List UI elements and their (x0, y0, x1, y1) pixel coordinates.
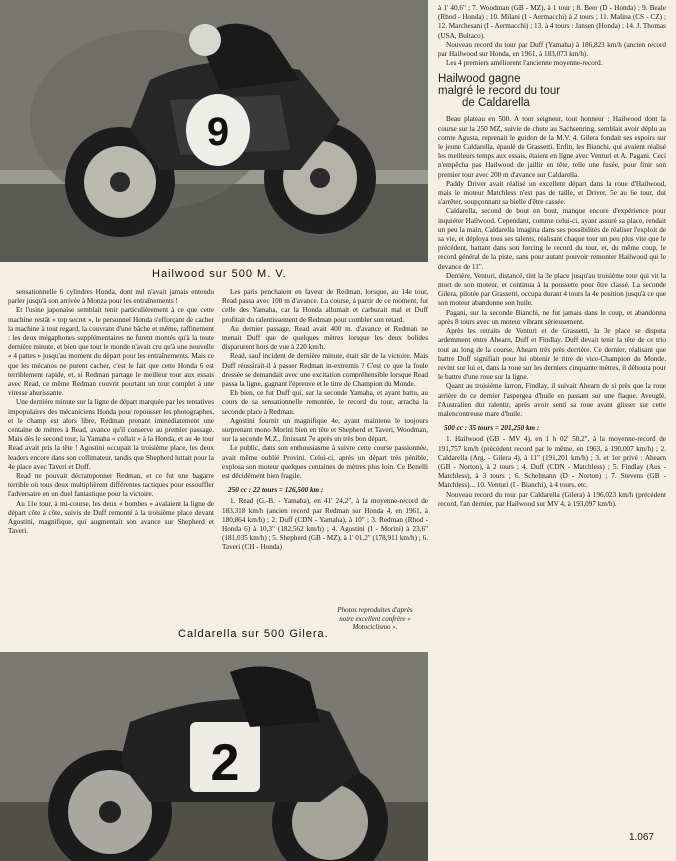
col3-paragraph: Beau plateau en 500. A tout seigneur, tout honneur : Hailwood dont la course sur la 250 MZ, suivie de chute au Sachsenring, semblait avoir déplu au comte Agusta, reprenait le guidon de la M.V. 4. Gilera fondait ses espoirs sur le jeune Caldarella, épaulé de Grassetti. Enfin, les Bianchi, qui avaient réalisé les meilleurs temps aux essais, étaient en ligne avec Venturi et A. Pagani. Ceci n'empêcha pas Hailwood de jaillir en tête, telle une fusée, pour finir son premier tour avec 200 m d'avance sur Caldarella. (438, 115, 666, 179)
headline-line: Hailwood gagne (438, 73, 521, 86)
col2-paragraph: Eh bien, ce fut Duff qui, sur la seconde Yamaha, et ayant battu, au cours de sa sensationnelle remontée, le record du tour, arracha la seconde place à Redman. (222, 389, 428, 416)
column-1 (8, 288, 214, 618)
col3-paragraph: Après les retraits de Venturi et de Grassetti, la 3e place se disputa ardemment entre Ahearn, Duff et Findlay. Duff devait tenir la tête de ce trio tout au long de la course, Ahearn très près derrière. Ce dernier, réalisant que battre Duff signifiait pour lui obtenir le titre de vice-Champion du Monde, revint sur lui et, dans la roue sur les derniers cinquante mètres, il débouta pour le battre d'une roue sur la ligne. (438, 327, 666, 382)
col1-paragraph: Une dernière minute sur la ligne de départ marquée par les tentatives impopulaires des mécaniciens Honda pour repousser les photographes, et le champ est alors libre, Redman prenant immédiatement une centaine de mètres à Read, avance qu'il conserve au premier passage. Mais dès le second tour, la Yamaha « collait » à la Honda, et au 4e tour Read avait pris la tête ! Agostini occupait la troisième place, les deux leaders encore dans son collimateur, tandis que Shepherd luttait pour la 4e place avec Taveri et Duff. (8, 398, 214, 471)
headline-line: malgré le record du tour (438, 85, 561, 98)
col3-top-paragraph: Nouveau record du tour par Duff (Yamaha) à 186,823 km/h (ancien record par Hailwood sur Honda, en 1961, à 183,073 km/h). (438, 40, 666, 59)
col1-paragraph: Et l'usine japonaise semblait tenir particulièrement à ce que cette machine restât « top secret », le personnel Honda s'efforçant de cacher la machine à tout regard, la couvrant d'une bâche et même, raffinement : les deux mégaphones supplémentaires ne furent montés qu'à la toute dernière minute, et bien que tout le monde n'avait cru qu'à une nouvelle « 4 pattes » jusqu'au moment du départ pour les entraînements. Mais ce que les mécanos ne purent cacher, c'est le fait que cette Honda 6 est terriblement rapide, et, si Redman partage le meilleur tour aux essais avec Read, ce même Redman couvrit pourtant un tour complet à une vitesse ahurissante. (8, 306, 214, 398)
col1-paragraph: Read ne pouvait décramponner Redman, et ce fut une bagarre terrible où tous deux multiplièrent différentes tactiques pour essouffler l'adversaire en un duel fantastique pour la victoire. (8, 472, 214, 499)
col2-paragraph: Au dernier passage, Read avait 400 m. d'avance et Redman ne menait Duff que de quelques mètres lorsque les deux bolides disparurent hors de vue à 220 km/h. (222, 324, 428, 352)
photo-hailwood (0, 0, 428, 262)
col3-paragraph: Pagani, sur la seconde Bianchi, ne fut jamais dans le coup, et abandonna après 8 tours avec un moteur vibrant sérieusement. (438, 308, 666, 326)
col3-paragraph: Quant au troisième larron, Findlay, il suivait Ahearn de si près que la roue arrière de ce dernier l'aspergea d'huile en passant sur une flaque. Aveuglé, l'Australien dut ralentir, après avoir senti sa roue avant glisser sur cette malencontreuse mare d'huile. (438, 382, 666, 418)
photo-credit: Photos reproduites d'après notre excellent confrère « Motociclismo ». (337, 606, 413, 631)
bike-number-bottom: 2 (210, 734, 240, 792)
headline-line: de Caldarella (462, 97, 530, 110)
caption-bottom: Caldarella sur 500 Gilera. (178, 628, 329, 640)
col3-final: Nouveau record du tour par Caldarella (Gilera) à 196,023 km/h (précédent record, l'an dernier, par Hailwood sur MV 4, à 193,097 km/h). (438, 490, 666, 508)
section-headline (438, 73, 666, 109)
col1-paragraph: Au 11e tour, à mi-course, les deux « bombes » avalaient la ligne de départ côte à côte, suivis de Duff remonté à la troisième place devant Agostini, magnifique, qui augmentait son avance sur Shepherd et Taveri. (8, 499, 214, 536)
result-heading-250: 250 cc : 22 tours = 126,500 km : (228, 486, 324, 495)
results-250: 1. Read (G.-B. - Yamaha), en 41' 24,2", à la moyenne-record de 183,318 km/h (ancien record par Redman sur Honda 4, en 1961, à 180,864 km/h) ; 2. Duff (CDN - Yamaha), à 10" ; 3. Redman (Rhod - Honda 6) à 10,3" (182,562 km/h) ; 4. Agostini (I - Morini) à 23,6" (181,035 km/h) ; 5. Shepherd (GB - MZ), à 1' 01,2" (178,911 km/h) ; 6. Taveri (CH - Honda) (222, 497, 428, 552)
col3-paragraph: Caldarella, second de bout en bout, manque encore d'expérience pour inquiéter Hailwood. Cependant, comme celui-ci, ayant assuré sa place, rendait un peu la main, Caldarella imagina dans ses possibilités de réaliser l'exploit de sa vie, et déploya tous ses talents, réalisant chaque tour un peu plus vite que le précédent, battant dans son forcing le record du tour, et, du même coup, le record général de la piste, sans pour autant pouvoir remonter Hailwood qui le devance de 11". (438, 207, 666, 271)
col2-paragraph: Le public, dans son enthousiasme à suivre cette course passionnée, avait même oublié Provini. Celui-ci, après un départ très pénible, explosa son moteur quelques centaines de mètres plus loin. Ce Benelli est décidément bien fragile. (222, 444, 428, 481)
col1-paragraph: sensationnelle 6 cylindres Honda, dont nul n'avait jamais entendu parler jusqu'à son arrivée à Monza pour les entraînements ! (8, 288, 214, 306)
column-2 (222, 288, 428, 606)
bike-number-top: 9 (206, 110, 230, 154)
photo-caldarella (0, 652, 428, 861)
col2-paragraph: Agostini fournit un magnifique 4e, ayant maintenu le toujours surprenant mono Morini bien en tête et Shepherd et Taveri, Woodman, sur la seconde M.Z., finissant 7e après un très bon départ. (222, 416, 428, 444)
col2-paragraph: Les paris penchaient en faveur de Redman, lorsque, au 14e tour, Read passa avec 100 m d'avance. La course, à partir de ce moment, fut celle des Yamaha, car la Honda allumait et carburait mal et Duff profitait du ralentissement de Redman pour combler son retard. (222, 288, 428, 324)
col3-paragraph: Paddy Driver avait réalisé un excellent départ dans la roue d'Hailwood, mais le moteur Matchless n'est pas de taille, et Driver, 5e au 6e tour, dut s'arrêter, soupçonnant sa bielle d'être cassée. (438, 179, 666, 207)
col3-paragraph: Derrière, Venturi, distancé, tint la 3e place jusqu'au troisième tour qui vit la mort de son moteur, et continua à la poussette pour être classé. La seconde Gilera, pilotée par Grassetti, occupa durant 4 tours la 4e position jusqu'à ce que son moteur abandonne son huile. (438, 271, 666, 308)
caption-top: Hailwood sur 500 M. V. (152, 268, 287, 280)
col3-top-paragraph: Les 4 premiers améliorent l'ancienne moyenne-record. (446, 59, 603, 68)
col2-paragraph: Read, sauf incident de dernière minute, était sûr de la victoire. Mais Duff réussirait-il à passer Redman in-extremis ? C'est ce que la foule dressée se demandait avec une excitation compréhensible lorsque Read passa la ligne, gagnant l'épreuve et le titre de Champion du Monde. (222, 352, 428, 389)
page-number: 1.067 (628, 832, 654, 843)
motorcycle-photo-top (0, 0, 428, 262)
results-500: 1. Hailwood (GB - MV 4), en 1 h 02' 58,2", à la moyenne-record de 191,757 km/h (précédent record par le même, en 1963, à 190,007 km/h) ; 2. Caldarella (Arg. - Gilera 4), à 11" (191,201 km/h) ; 3. et 1er privé : Ahearn (GB - Norton), à 2 tours ; 4. Duff (CDN - Matchless) ; 5. Findlay (Aus - Matchless), à 3 tours ; 6. Schelmann (D - Norton) ; 7. Stevens (GB - Matchless)... 10. Venturi (I - Bianchi), à 4 tours, etc. (438, 435, 666, 490)
helmet-top (189, 24, 221, 56)
column-3 (438, 4, 666, 826)
motorcycle-photo-bottom (0, 652, 428, 861)
result-heading-500: 500 cc : 35 tours = 201,250 km : (444, 424, 540, 433)
col3-top-paragraph: à 1' 40,6" ; 7. Woodman (GB - MZ), à 1 tour ; 8. Beer (D - Honda) ; 9. Beale (Rhod - Honda) ; 10. Milani (I - Aermacchi) à 2 tours ; 11. Malina (CS - CZ) ; 12. Marchesani (I - Aermacchi) ; 13. à 4 tours : Jansen (Honda) ; 14. J. Thomas (USA, Bultaco). (438, 4, 666, 40)
